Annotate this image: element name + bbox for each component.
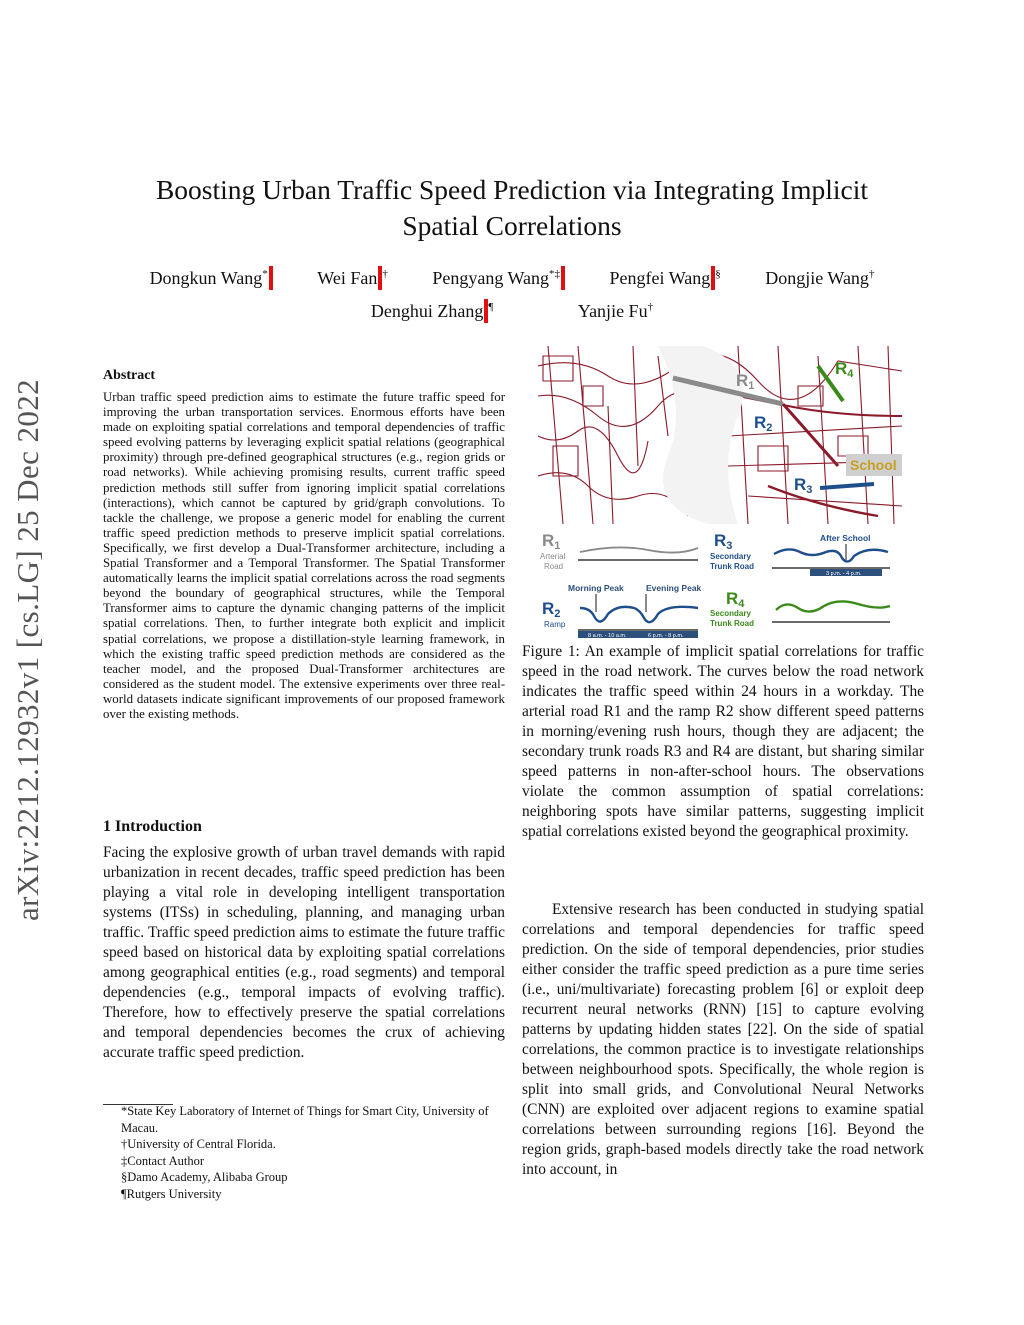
figure-1: [538, 346, 902, 642]
curve-r2: [580, 607, 698, 622]
speed-curves: [540, 531, 890, 639]
curve-r4-caption-2: Trunk Road: [710, 619, 755, 628]
footnote: ‡Contact Author: [121, 1153, 204, 1168]
paper-title: [0, 172, 1024, 244]
link-flag-icon[interactable]: [269, 266, 273, 290]
curve-r3-caption-2: Trunk Road: [710, 562, 755, 571]
author: Yanjie Fu†: [577, 301, 654, 321]
figure-caption: Figure 1: An example of implicit spatial correlations for traffic speed in the road network. The curves below the road network indicates the traffic speed within 24 hours in a workday. The arterial road R1 and the ramp R2 show different speed patterns in morning/evening rush hours, though they are adjacent; the secondary trunk roads R3 and R4 are distant, but sharing similar speed patterns in non-after-school hours. The observations violate the common assumption of spatial correlations: neighboring spots have similar patterns, suggesting implicit spatial correlations existed beyond the geographical proximity.: [522, 643, 924, 840]
after-school-label: After School: [820, 533, 871, 543]
map-r1-label: R1: [736, 371, 755, 392]
footnote: *State Key Laboratory of Internet of Things for Smart City, University of Macau.: [121, 1104, 489, 1135]
author: Denghui Zhang ¶: [370, 301, 494, 321]
figure-1-graphic: [538, 346, 902, 642]
curve-r1-label: R1: [542, 531, 561, 552]
title-line-2: Spatial Correlations: [402, 210, 622, 241]
footnote: §Damo Academy, Alibaba Group: [121, 1170, 288, 1184]
abstract-heading: Abstract: [103, 368, 156, 383]
title-line-1: Boosting Urban Traffic Speed Prediction via Integrating Implicit: [155, 174, 869, 205]
author: Pengyang Wang*‡: [432, 266, 565, 290]
curve-r4-label: R4: [726, 589, 745, 610]
map-r4-label: R4: [835, 359, 854, 380]
curve-r3-label: R3: [714, 531, 733, 552]
curve-r2-label: R2: [542, 599, 561, 620]
morning-peak-label: Morning Peak: [568, 583, 624, 593]
morning-time-label: 8 a.m. - 10 a.m.: [588, 633, 627, 639]
curve-r2-caption: Ramp: [544, 620, 566, 629]
intro-text: Facing the explosive growth of urban travel demands with rapid urbanization in recent decades, traffic speed prediction has been playing a vital role in developing intelligent transportation systems (ITSs) in scheduling, planning, and managing urban traffic. Traffic speed prediction aims to estimate the future traffic speed based on historical data by exploiting spatial correlations among geographical entities (e.g., road segments) and temporal dependencies (e.g., temporal impacts of evolving traffic). Therefore, how to effectively preserve the spatial correlations and temporal dependencies becomes the crux of achieving accurate traffic speed prediction.: [103, 844, 505, 1061]
curve-r3-caption-1: Secondary: [710, 552, 751, 561]
arxiv-stamp: arXiv:2212.12932v1 [cs.LG] 25 Dec 2022: [10, 378, 45, 922]
curve-r4: [776, 601, 890, 611]
abstract-text: Urban traffic speed prediction aims to estimate the future traffic speed for improving the urban transportation services. Enormous efforts have been made on exploiting spatial correlations and temporal dependencies of traffic speed evolving patterns by leveraging explicit spatial relations (geographical proximity) through pre-defined geographical structures (e.g., region grids or road networks). While achieving promising results, current traffic speed prediction methods still suffer from ignoring implicit spatial correlations (interactions), which cannot be captured by grid/graph convolutions. To tackle the challenge, we propose a generic model for enabling the current traffic speed prediction methods to preserve implicit spatial correlations. Specifically, we first develop a Dual-Transformer architecture, including a Spatial Transformer and a Temporal Transformer. The Spatial Transformer automatically learns the implicit spatial correlations across the road segments beyond the boundary of geographical structures, while the Temporal Transformer aims to capture the dynamic changing patterns of the implicit spatial correlations. Then, to further integrate both explicit and implicit spatial correlations, we propose a distillation-style learning framework, in which the existing traffic speed prediction methods are considered as the teacher model, and the proposed Dual-Transformer architectures are considered as the student model. The extensive experiments over three real-world datasets indicate significant improvements of our proposed framework over the existing methods.: [103, 390, 505, 721]
curve-r1-caption-2: Road: [544, 562, 564, 571]
evening-time-label: 6 p.m. - 8 p.m.: [648, 633, 684, 639]
footnote: ¶Rutgers University: [121, 1186, 222, 1201]
after-school-time-label: 3 p.m. - 4 p.m.: [826, 571, 862, 577]
map-r2-label: R2: [754, 413, 773, 434]
footnote: †University of Central Florida.: [121, 1137, 276, 1151]
author-row-2: [0, 299, 1024, 323]
map-r3-label: R3: [794, 475, 813, 496]
intro-heading: 1 Introduction: [103, 818, 202, 835]
right-paragraph: Extensive research has been conducted in studying spatial correlations and temporal dependencies for traffic speed prediction. On the side of temporal dependencies, prior studies either consider the traffic speed prediction as a pure time series (i.e., uni/multivariate) forecasting problem [6] or exploit deep recurrent neural networks (RNN) [15] to capture evolving patterns by updating hidden states [22]. On the side of spatial correlations, the common practice is to investigate relationships between neighbourhood spots. Specifically, the whole region is split into small grids, and Convolutional Neural Networks (CNN) are exploited over adjacent regions to examine spatial correlations between surrounding regions [16]. Beyond the region grids, graph-based models directly take the road network into account, in: [522, 901, 924, 1178]
curve-r1-caption-1: Arterial: [540, 552, 566, 561]
curve-r3: [774, 549, 888, 561]
curve-r1: [580, 547, 698, 552]
footnotes: [103, 1103, 505, 1202]
author: Pengfei Wang §: [609, 268, 721, 288]
author: Wei Fan †: [317, 268, 388, 288]
evening-peak-label: Evening Peak: [646, 583, 702, 593]
school-label: School: [850, 457, 897, 473]
link-flag-icon[interactable]: [561, 266, 565, 290]
author: Dongjie Wang†: [765, 268, 875, 288]
curve-r4-caption-1: Secondary: [710, 609, 751, 618]
author-row-1: [0, 266, 1024, 290]
author: Dongkun Wang*: [150, 266, 273, 290]
